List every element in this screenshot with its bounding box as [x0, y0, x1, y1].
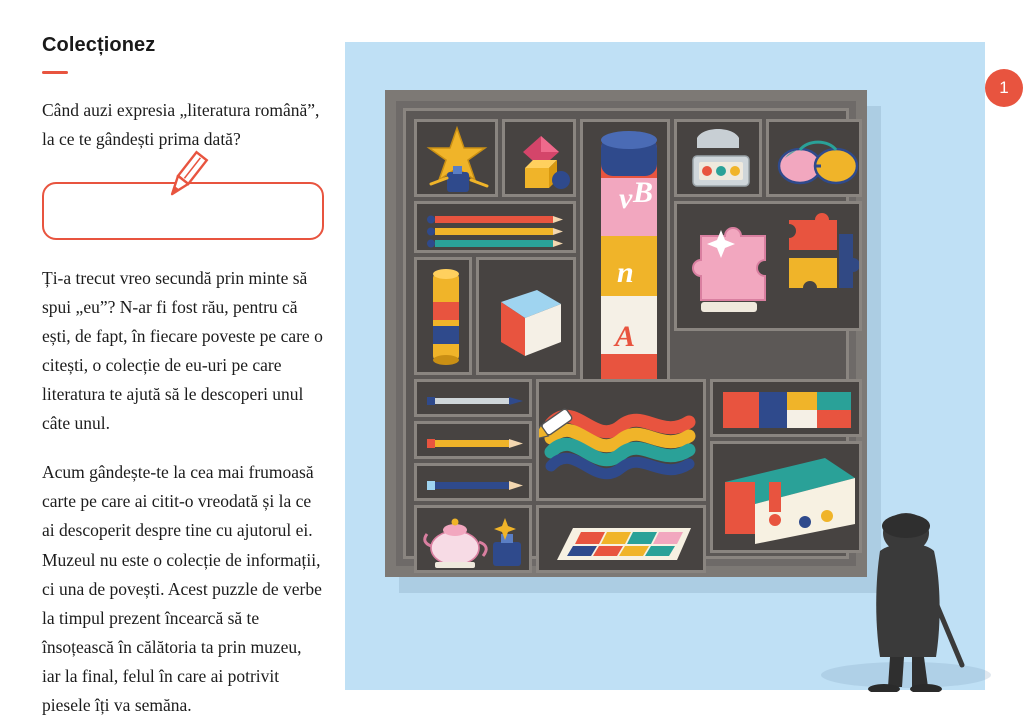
cell-teapot-inkbottle: [414, 505, 532, 573]
cell-rainbow-ribbon-pen: [536, 379, 706, 501]
cell-gold-star-inkwell: [414, 119, 498, 197]
body-paragraph-2: Acum gândește-te la cea mai frumoasă carte pe care ai citit-o vreodată și la ce ai descoperit despre tine cu ajutorul ei. Muzeul nu este o colecție de informații, ci una de povești. Acest puzzle de verbe la timpul prezent încearcă să te însoțească în călătoria ta prin muzeu, iar la final, felul în care ai potrivit piesele îți va semăna.: [42, 462, 322, 715]
svg-text:v: v: [619, 182, 633, 215]
cell-fine-pen: [414, 379, 532, 417]
cell-geometric-solids: [502, 119, 576, 197]
cell-blue-pencil: [414, 463, 532, 501]
svg-text:n: n: [617, 256, 634, 289]
question-text: Când auzi expresia „literatura română”, la ce te gândești prima dată?: [42, 100, 320, 150]
cell-stacked-color-blocks: [710, 379, 862, 437]
cell-colored-pencils: [414, 201, 576, 253]
title-divider: [42, 71, 68, 74]
cell-cube-block: [476, 257, 576, 375]
body-paragraph-1: Ți-a trecut vreo secundă prin minte să spui „eu”? N-ar fi fost rău, pentru că ești, de fapt, în fiecare poveste pe care o citești, o colecție de eu-uri pe care literatura te ajută să le descoperi unul câte unul.: [42, 268, 323, 434]
cell-paint-palette-box: [674, 119, 762, 197]
answer-input[interactable]: [42, 182, 324, 240]
step-badge: 1: [985, 69, 1023, 107]
cabinet-interior: [403, 108, 849, 559]
cell-pink-puzzle-and-big-pieces: [674, 201, 862, 331]
museum-visitor-silhouette: [850, 507, 970, 692]
cell-color-chart-strip: [536, 505, 706, 573]
cell-striped-cylinder: [414, 257, 472, 375]
display-cabinet: [385, 90, 867, 577]
answer-area: [42, 170, 324, 240]
svg-text:B: B: [633, 176, 654, 209]
cell-yellow-pencil: [414, 421, 532, 459]
cell-book-exclamation: [710, 441, 862, 553]
text-column: [42, 34, 324, 724]
cell-eyeglasses: [766, 119, 862, 197]
svg-text:A: A: [615, 320, 636, 353]
page-title: Colecționez: [42, 34, 156, 56]
illustration-panel: [345, 42, 1009, 690]
